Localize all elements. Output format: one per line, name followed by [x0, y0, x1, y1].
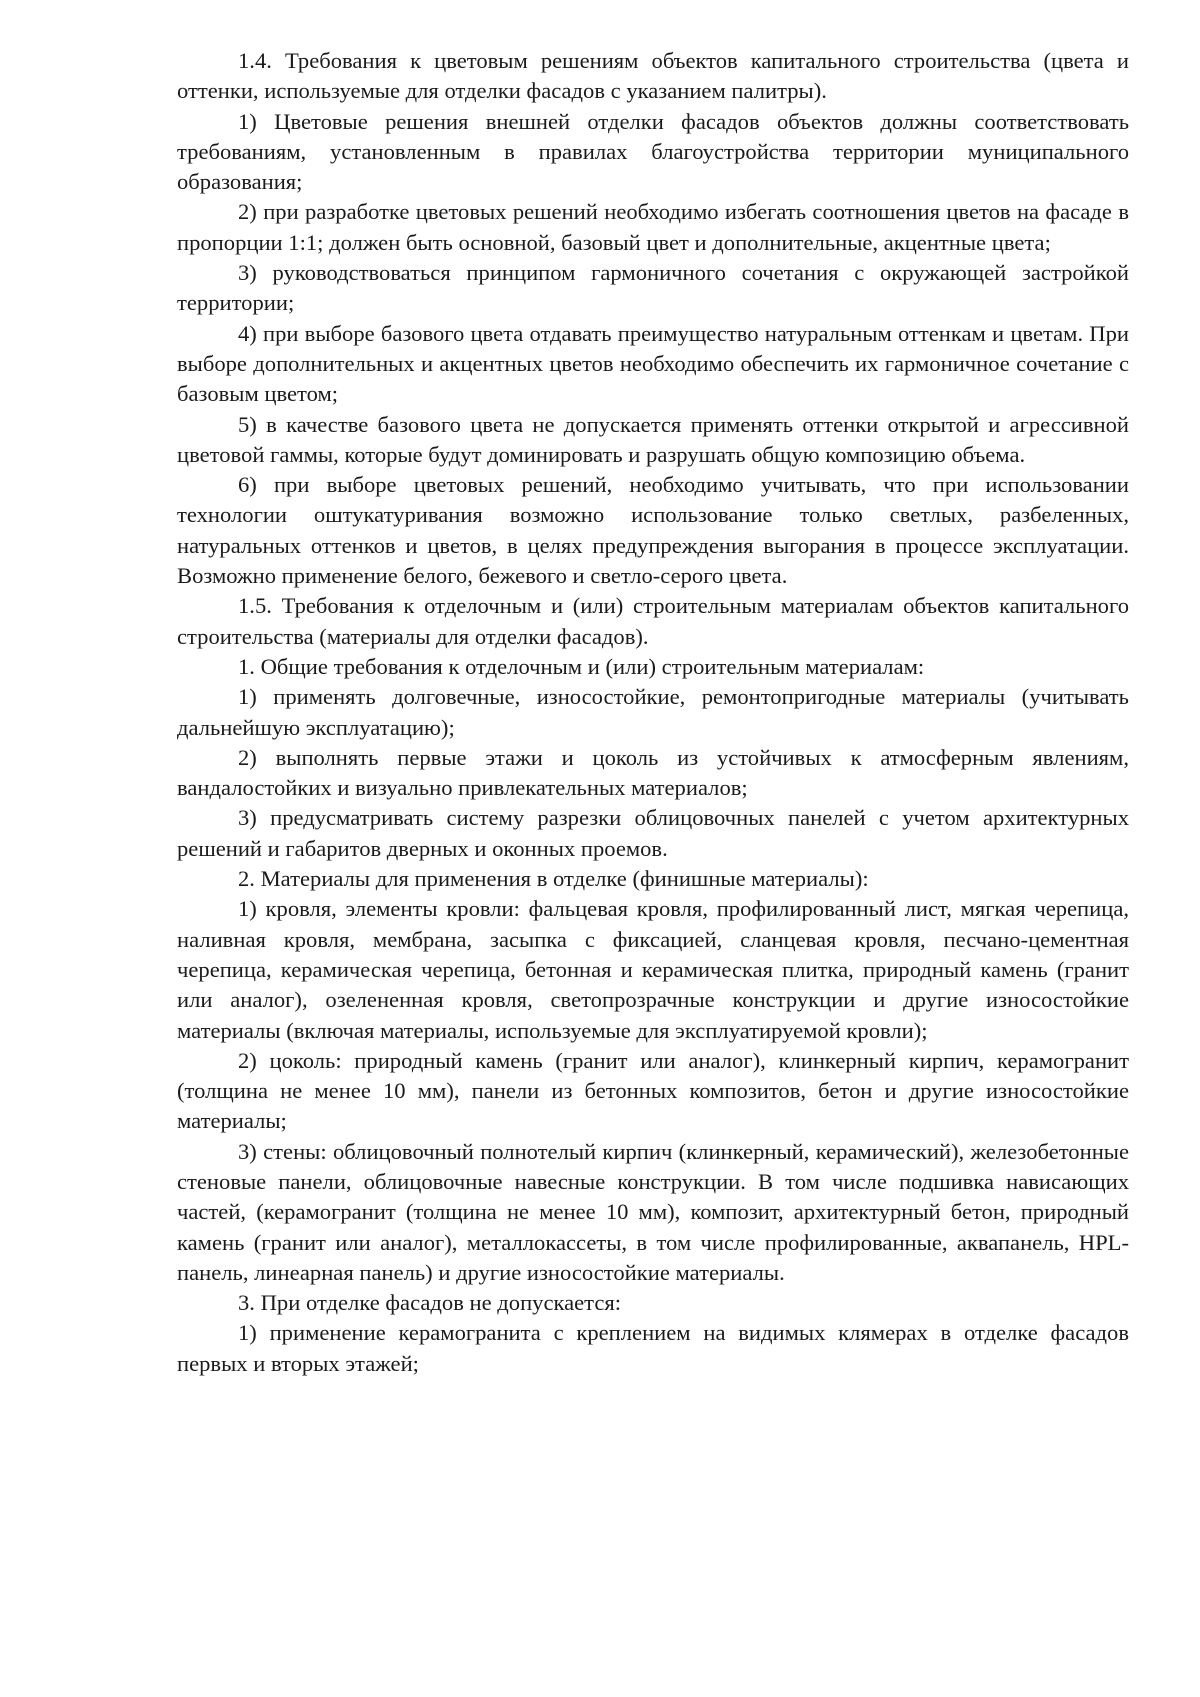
color-requirement-4: 4) при выборе базового цвета отдавать преимущество натуральным оттенкам и цветам. При выборе дополнительных и акцентных цветов необходимо обеспечить их гармоничное сочетание с базовым цветом;: [177, 320, 1129, 407]
wall-materials: 3) стены: облицовочный полнотелый кирпич (клинкерный, керамический), железобетонные стеновые панели, облицовочные навесные конструкции. В том числе подшивка нависающих частей, (керамогранит (толщина не менее 10 мм), композит, архитектурный бетон, природный камень (гранит или аналог), металлокассеты, в том числе профилированные, аквапанель, HPL-панель, линеарная панель) и другие износостойкие материалы.: [177, 1138, 1129, 1285]
color-requirement-1: 1) Цветовые решения внешней отделки фасадов объектов должны соответствовать требованиям, установленным в правилах благоустройства территории муниципального образования;: [177, 108, 1129, 195]
color-requirement-2: 2) при разработке цветовых решений необходимо избегать соотношения цветов на фасаде в пропорции 1:1; должен быть основной, базовый цвет и дополнительные, акцентные цвета;: [177, 199, 1129, 255]
color-requirement-6: 6) при выборе цветовых решений, необходимо учитывать, что при использовании технологии оштукатуривания возможно использование только светлых, разбеленных, натуральных оттенков и цветов, в целях предупреждения выгорания в процессе эксплуатации. Возможно применение белого, бежевого и светло-серого цвета.: [177, 472, 1129, 589]
section-1-4-heading: 1.4. Требования к цветовым решениям объектов капитального строительства (цвета и оттенки, используемые для отделки фасадов с указанием палитры).: [177, 48, 1129, 104]
prohibitions-heading: 3. При отделке фасадов не допускается:: [238, 1290, 622, 1316]
section-1-5-heading: 1.5. Требования к отделочным и (или) строительным материалам объектов капитального строительства (материалы для отделки фасадов).: [177, 593, 1129, 649]
plinth-materials: 2) цоколь: природный камень (гранит или аналог), клинкерный кирпич, керамогранит (толщина не менее 10 мм), панели из бетонных композитов, бетон и другие износостойкие материалы;: [177, 1047, 1129, 1134]
general-requirements-heading: 1. Общие требования к отделочным и (или) строительным материалам:: [238, 653, 925, 679]
general-requirement-1: 1) применять долговечные, износостойкие, ремонтопригодные материалы (учитывать дальнейшую эксплуатацию);: [177, 684, 1129, 740]
general-requirement-2: 2) выполнять первые этажи и цоколь из устойчивых к атмосферным явлениям, вандалостойких и визуально привлекательных материалов;: [177, 744, 1129, 801]
color-requirement-5: 5) в качестве базового цвета не допускается применять оттенки открытой и агрессивной цветовой гаммы, которые будут доминировать и разрушать общую композицию объема.: [177, 411, 1129, 467]
document-body: [177, 46, 1129, 1379]
roof-materials: 1) кровля, элементы кровли: фальцевая кровля, профилированный лист, мягкая черепица, наливная кровля, мембрана, засыпка с фиксацией, сланцевая кровля, песчано-цементная черепица, керамическая черепица, бетонная и керамическая плитка, природный камень (гранит или аналог), озелененная кровля, светопрозрачные конструкции и другие износостойкие материалы (включая материалы, используемые для эксплуатируемой кровли);: [177, 896, 1129, 1043]
general-requirement-3: 3) предусматривать систему разрезки облицовочных панелей с учетом архитектурных решений и габаритов дверных и оконных проемов.: [177, 805, 1129, 861]
finishing-materials-heading: 2. Материалы для применения в отделке (финишные материалы):: [238, 866, 869, 892]
color-requirement-3: 3) руководствоваться принципом гармоничного сочетания с окружающей застройкой территории;: [177, 260, 1129, 316]
prohibition-1: 1) применение керамогранита с креплением на видимых клямерах в отделке фасадов первых и вторых этажей;: [177, 1320, 1129, 1376]
